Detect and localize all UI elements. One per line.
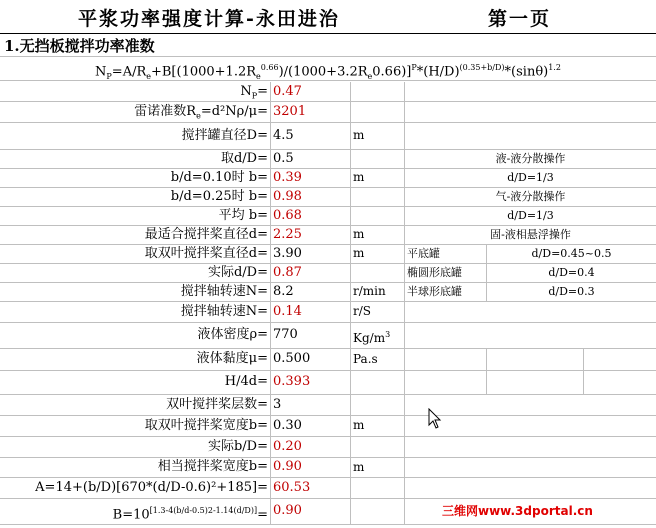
value-cell[interactable]: 0.14	[270, 301, 350, 322]
value-cell[interactable]: 8.2	[270, 282, 350, 301]
note-cell[interactable]	[404, 348, 656, 370]
unit-cell[interactable]	[350, 498, 404, 524]
unit-cell[interactable]: r/S	[350, 301, 404, 322]
row-label[interactable]: 最适合搅拌桨直径d=	[144, 227, 268, 242]
page-number: 第一页	[488, 8, 552, 30]
unit-cell[interactable]: m	[350, 457, 404, 477]
value-cell[interactable]: 0.87	[270, 263, 350, 282]
note-cell[interactable]: 固-液相悬浮操作	[404, 225, 656, 244]
note-cell[interactable]	[404, 370, 656, 394]
row-label[interactable]: 搅拌罐直径D=	[181, 128, 268, 143]
unit-cell[interactable]	[350, 149, 404, 168]
row-label[interactable]: 实际d/D=	[207, 265, 268, 280]
table-row	[0, 263, 656, 283]
note-cell[interactable]	[404, 122, 656, 149]
value-cell[interactable]: 0.47	[270, 82, 350, 101]
note-cell[interactable]	[404, 322, 656, 348]
value-cell[interactable]: 0.5	[270, 149, 350, 168]
row-label[interactable]: 液体黏度μ=	[196, 351, 268, 366]
table-row	[0, 244, 656, 264]
note-cell[interactable]: d/D=0.4	[486, 263, 656, 282]
unit-cell[interactable]	[350, 82, 404, 101]
table-row	[0, 301, 656, 323]
row-label[interactable]: 取双叶搅拌桨直径d=	[144, 246, 268, 261]
row-divider	[0, 80, 656, 81]
value-cell[interactable]: 2.25	[270, 225, 350, 244]
value-cell[interactable]: 770	[270, 322, 350, 348]
table-row	[0, 168, 656, 188]
note-cell[interactable]: 椭圆形底罐	[404, 263, 486, 282]
row-label[interactable]: 搅拌轴转速N=	[180, 304, 268, 319]
note-cell[interactable]: d/D=0.45~0.5	[486, 244, 656, 263]
table-row	[0, 348, 656, 371]
value-cell[interactable]: 3201	[270, 101, 350, 122]
unit-cell[interactable]	[350, 436, 404, 457]
unit-cell[interactable]	[350, 263, 404, 282]
value-cell[interactable]: 0.393	[270, 370, 350, 394]
unit-cell[interactable]: m	[350, 415, 404, 436]
value-cell[interactable]: 60.53	[270, 477, 350, 498]
row-label[interactable]: $N_P=$	[240, 84, 268, 101]
note-cell[interactable]: 平底罐	[404, 244, 486, 263]
row-label[interactable]: B=10[1.3-4(b/d-0.5)2-1.14(d/D)]=	[112, 506, 268, 523]
table-row	[0, 436, 656, 458]
value-cell[interactable]: 0.90	[270, 457, 350, 477]
table-row	[0, 477, 656, 499]
unit-cell[interactable]: r/min	[350, 282, 404, 301]
value-cell[interactable]: 0.90	[270, 498, 350, 524]
note-cell[interactable]: d/D=1/3	[404, 168, 656, 187]
table-row	[0, 206, 656, 226]
note-cell[interactable]: 液-液分散操作	[404, 149, 656, 168]
table-row	[0, 149, 656, 169]
site-watermark: 三维网www.3dportal.cn	[442, 504, 593, 518]
value-cell[interactable]: 0.30	[270, 415, 350, 436]
title-divider	[0, 33, 656, 34]
row-label[interactable]: 液体密度ρ=	[197, 327, 268, 342]
table-row	[0, 322, 656, 349]
table-row	[0, 122, 656, 150]
mouse-pointer-icon	[428, 408, 442, 430]
row-label[interactable]: 取双叶搅拌桨宽度b=	[144, 418, 268, 433]
power-number-formula[interactable]: $N_P=A/R_e+B[(1000+1.2R_e^{0.66})/(1000+3.2R_e0.66)]^P*(H/D)^{(0.35+b/D)}*(\sin\theta)^{1.2}$	[95, 63, 561, 81]
row-label[interactable]: b/d=0.25时 b=	[170, 189, 268, 204]
note-cell[interactable]	[404, 82, 656, 101]
value-cell[interactable]: 4.5	[270, 122, 350, 149]
table-row	[0, 457, 656, 478]
row-label[interactable]: b/d=0.10时 b=	[170, 170, 268, 185]
note-cell[interactable]	[404, 457, 656, 477]
value-cell[interactable]: 0.39	[270, 168, 350, 187]
row-label[interactable]: 相当搅拌桨宽度b=	[157, 459, 268, 474]
column-divider	[486, 348, 487, 370]
row-label[interactable]: 平均 b=	[218, 208, 268, 223]
row-label[interactable]: 雷诺准数$R_e=d^2N\rho/\mu=$	[134, 104, 268, 121]
unit-cell[interactable]	[350, 101, 404, 122]
row-label[interactable]: H/4d=	[224, 374, 268, 389]
note-cell[interactable]	[404, 101, 656, 122]
table-row	[0, 82, 656, 102]
unit-cell[interactable]: m	[350, 122, 404, 149]
title-bar	[0, 0, 656, 34]
row-label[interactable]: 实际b/D=	[207, 439, 268, 454]
unit-cell[interactable]: $Kg/m^3$	[350, 322, 404, 348]
value-cell[interactable]: 3.90	[270, 244, 350, 263]
unit-cell[interactable]	[350, 394, 404, 415]
note-cell[interactable]	[404, 301, 656, 322]
value-cell[interactable]: 0.98	[270, 187, 350, 206]
table-row	[0, 187, 656, 207]
table-row	[0, 282, 656, 302]
unit-cell[interactable]	[350, 477, 404, 498]
unit-cell[interactable]	[350, 187, 404, 206]
unit-cell[interactable]: m	[350, 168, 404, 187]
unit-cell[interactable]: m	[350, 244, 404, 263]
column-divider	[486, 370, 487, 394]
unit-cell[interactable]	[350, 370, 404, 394]
value-cell[interactable]: 3	[270, 394, 350, 415]
note-cell[interactable]	[404, 477, 656, 498]
table-row	[0, 370, 656, 395]
value-cell[interactable]: 0.20	[270, 436, 350, 457]
table-row	[0, 415, 656, 437]
note-cell[interactable]: d/D=0.3	[486, 282, 656, 301]
table-row	[0, 394, 656, 416]
row-label[interactable]: 取d/D=	[220, 151, 268, 166]
page-title: 平浆功率强度计算-永田进治	[78, 8, 340, 30]
note-cell[interactable]: 半球形底罐	[404, 282, 486, 301]
note-cell[interactable]: d/D=1/3	[404, 206, 656, 225]
row-label[interactable]: A=14+(b/D)[670*(d/D-0.6)²+185]=	[35, 480, 268, 495]
column-divider	[583, 370, 584, 394]
value-cell[interactable]: 0.68	[270, 206, 350, 225]
table-row	[0, 225, 656, 245]
unit-cell[interactable]	[350, 206, 404, 225]
unit-cell[interactable]: Pa.s	[350, 348, 404, 370]
row-label[interactable]: 双叶搅拌桨层数=	[166, 397, 268, 412]
note-cell[interactable]: 气-液分散操作	[404, 187, 656, 206]
value-cell[interactable]: 0.500	[270, 348, 350, 370]
row-label[interactable]: 搅拌轴转速N=	[180, 284, 268, 299]
table-row	[0, 101, 656, 123]
note-cell[interactable]	[404, 436, 656, 457]
column-divider	[583, 348, 584, 370]
section-heading[interactable]: 1.无挡板搅拌功率准数	[4, 37, 155, 55]
unit-cell[interactable]: m	[350, 225, 404, 244]
